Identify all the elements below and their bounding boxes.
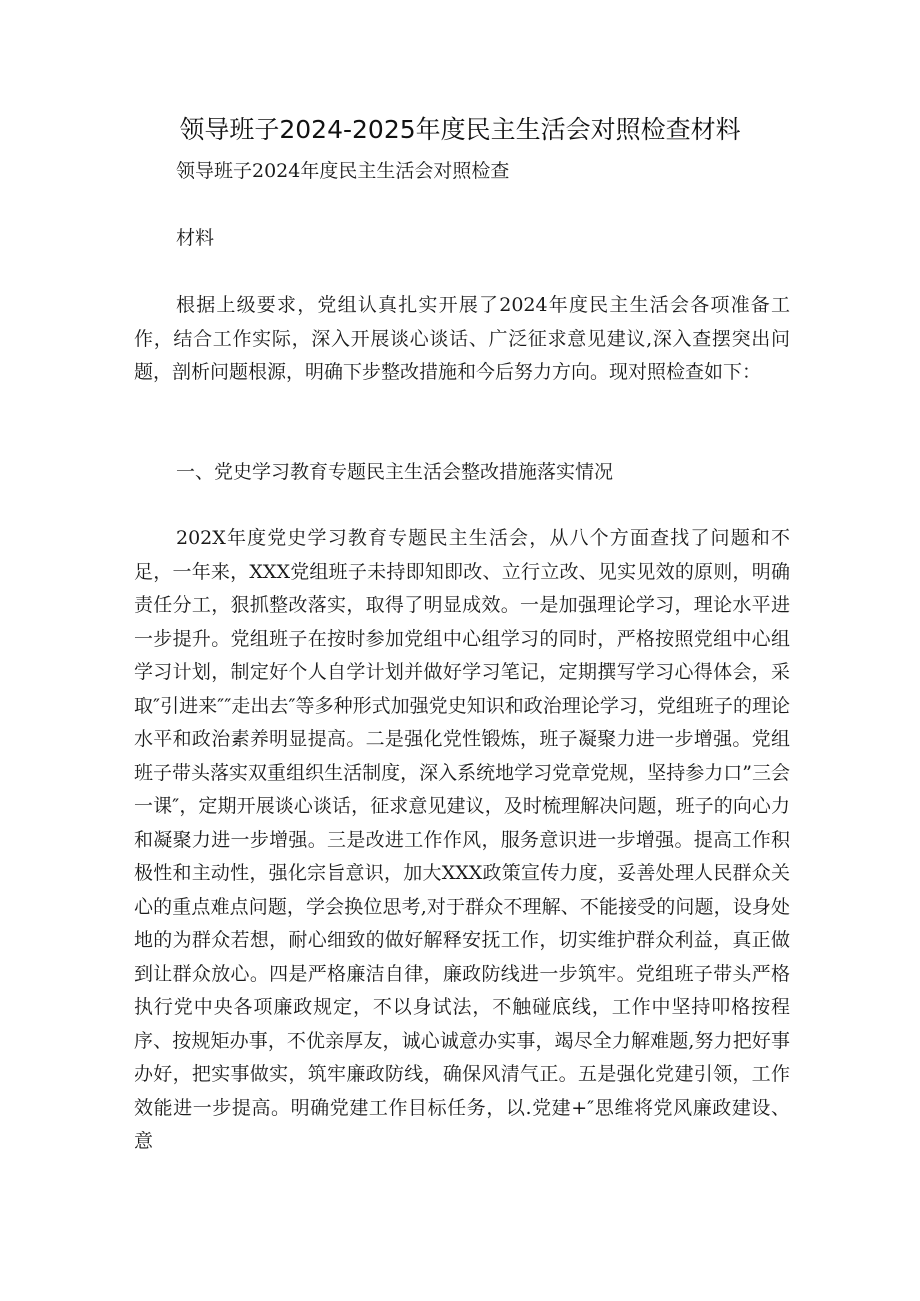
document-subtitle-continuation: 材料 (176, 227, 215, 249)
document-subtitle: 领导班子2024年度民主生活会对照检查 (176, 160, 510, 182)
section-heading: 一、党史学习教育专题民主生活会整改措施落实情况 (176, 461, 614, 483)
document-title: 领导班子2024-2025年度民主生活会对照检查材料 (179, 115, 741, 144)
section-body-paragraph: 202X年度党史学习教育专题民主生活会，从八个方面查找了问题和不足，一年来，XXX党组班子未持即知即改、立行立改、见实见效的原则，明确责任分工，狠抓整改落实，取得了明显成效。一是加强理论学习，理论水平进一步提升。党组班子在按时参加党组中心组学习的同时，严格按照党组中心组学习计划，制定好个人自学计划并做好学习笔记，定期撰写学习心得体会，采取″引进来″″走出去″等多种形式加强党史知识和政治理论学习，党组班子的理论水平和政治素养明显提高。二是强化党性锻炼，班子凝聚力进一步增强。党组班子带头落实双重组织生活制度，深入系统地学习党章党规，坚持参力口”三会一课″，定期开展谈心谈话，征求意见建议，及时梳理解决问题，班子的向心力和凝聚力进一步增强。三是改进工作作风，服务意识进一步增强。提高工作积极性和主动性，强化宗旨意识，加大XXX政策宣传力度，妥善处理人民群众关心的重点难点问题，学会换位思考,对于群众不理解、不能接受的问题，设身处地的为群众若想，耐心细致的做好解释安抚工作，切实维护群众利益，真正做到让群众放心。四是严格廉洁自律，廉政防线进一步筑牢。党组班子带头严格执行党中央各项廉政规定，不以身试法，不触碰底线，工作中坚持叩格按程序、按规矩办事，不优亲厚友，诚心诚意办实事，竭尽全力解难题,努力把好事办好，把实事做实，筑牢廉政防线，确保风清气正。五是强化党建引领，工作效能进一步提高。明确党建工作目标任务，以.党建+″思维将党风廉政建设、意 (134, 527, 790, 1152)
intro-paragraph: 根据上级要求，党组认真扎实开展了2024年度民主生活会各项准备工作，结合工作实际，深入开展谈心谈话、广泛征求意见建议,深入查摆突出问题，剖析问题根源，明确下步整改措施和今后努力方向。现对照检查如下： (134, 294, 790, 383)
